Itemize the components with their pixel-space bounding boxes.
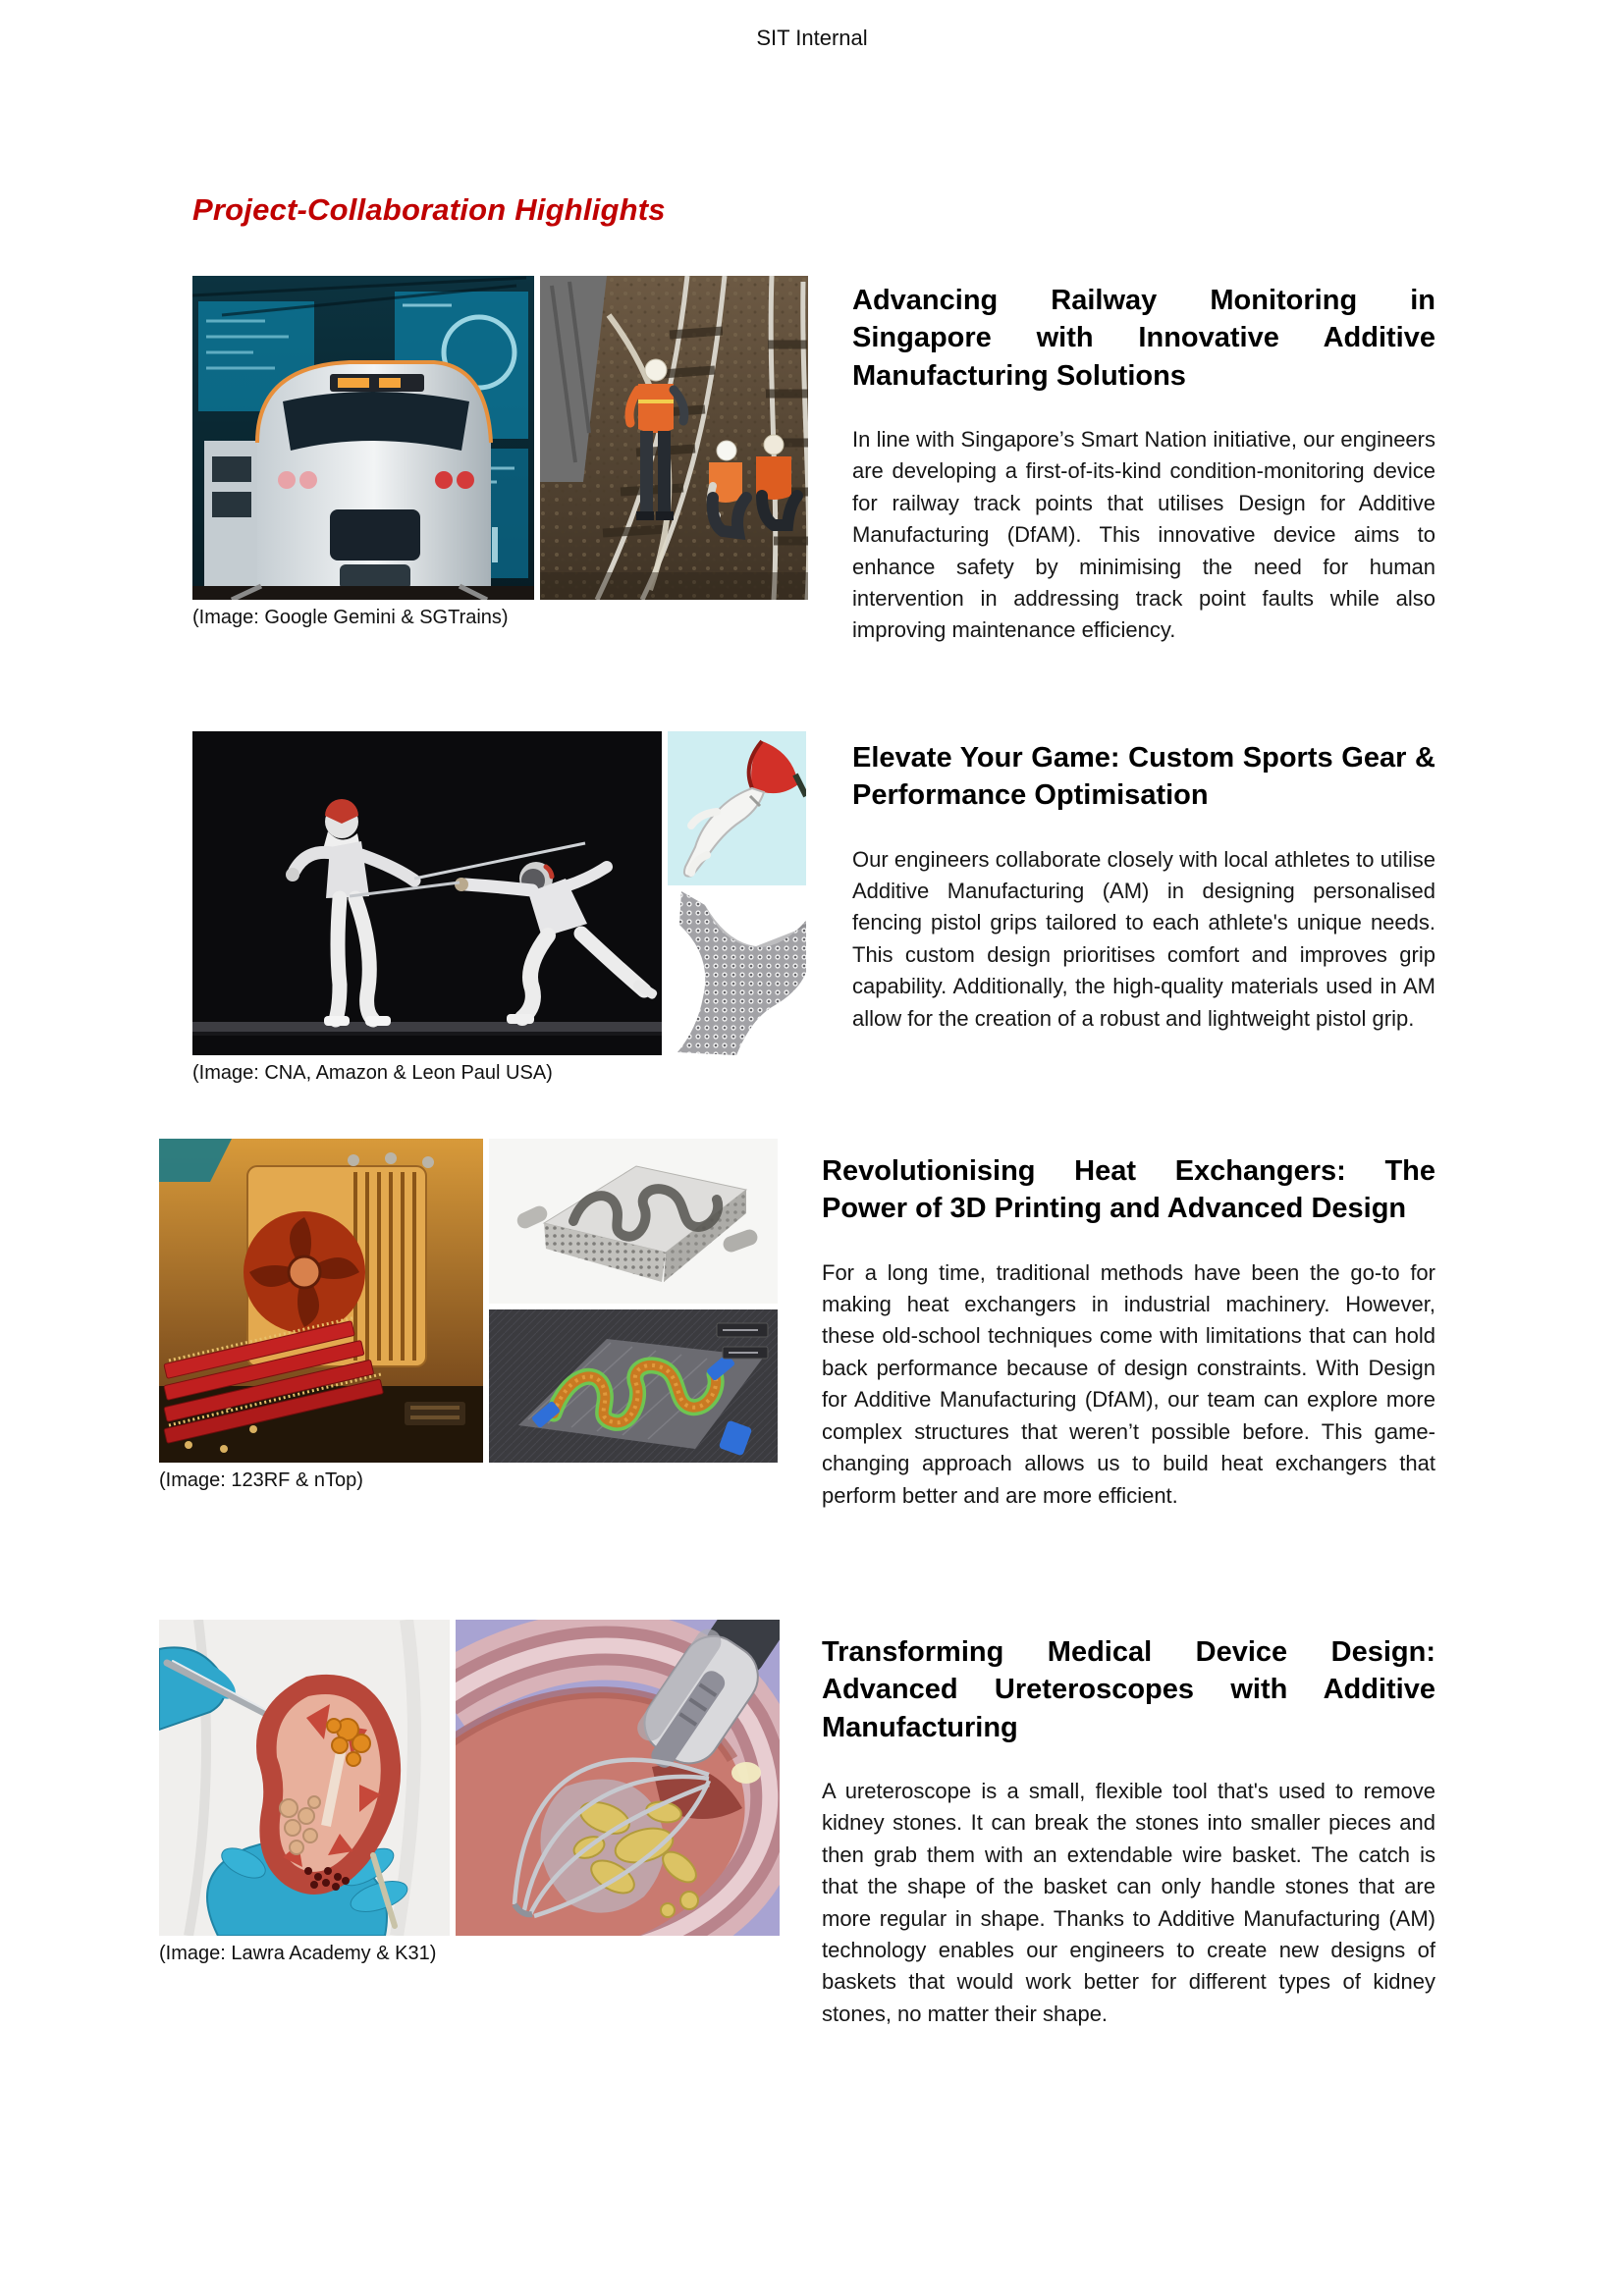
red-pistol-grip-illustration bbox=[668, 731, 806, 885]
image-caption: (Image: CNA, Amazon & Leon Paul USA) bbox=[192, 1062, 553, 1084]
section-medical bbox=[159, 1620, 1435, 2030]
classification-header: SIT Internal bbox=[756, 26, 868, 50]
section-heading: Advancing Railway Monitoring in Singapore with Innovative Additive Manufacturing Solutions bbox=[852, 285, 1435, 392]
fencers-photo-illustration bbox=[192, 731, 662, 1055]
railway-text-column bbox=[852, 276, 1435, 647]
section-railway bbox=[192, 276, 1435, 647]
railway-figure bbox=[192, 276, 808, 629]
medical-text-column bbox=[822, 1620, 1435, 2030]
section-heading: Revolutionising Heat Exchangers: The Power of 3D Printing and Advanced Design bbox=[822, 1155, 1435, 1225]
grip-image-stack bbox=[668, 731, 806, 1055]
track-workers-photo-illustration bbox=[540, 276, 808, 600]
section-body: In line with Singapore’s Smart Nation initiative, our engineers are developing a first-of-its-kind condition-monitoring device for railway track points that utilises Design for Additive Manufacturing (DfAM). This innovative device aims to enhance safety by minimising the need for human intervention in addressing track point faults while also improving maintenance efficiency. bbox=[852, 426, 1435, 643]
section-heat-exchangers bbox=[159, 1139, 1435, 1512]
ureteroscope-illustration bbox=[456, 1620, 780, 1936]
railway-composite-image bbox=[192, 276, 808, 600]
medical-composite-image bbox=[159, 1620, 780, 1936]
heat-exchanger-composite-image bbox=[159, 1139, 780, 1463]
thermal-simulation-illustration bbox=[489, 1309, 778, 1463]
kidney-model-illustration bbox=[159, 1620, 450, 1936]
train-photo-illustration bbox=[192, 276, 534, 600]
section-fencing bbox=[192, 731, 1435, 1085]
section-body: Our engineers collaborate closely with local athletes to utilise Additive Manufacturing (AM) in designing personalised fencing pistol grips tailored to each athlete's unique needs. This custom design prioritises comfort and improves grip capability. Additionally, the high-quality materials used in AM allow for the creation of a robust and lightweight pistol grip. bbox=[852, 846, 1435, 1031]
image-caption: (Image: Google Gemini & SGTrains) bbox=[192, 607, 509, 628]
heatsink-photo-illustration bbox=[159, 1139, 483, 1463]
exchanger-image-stack bbox=[489, 1139, 778, 1463]
fencing-figure bbox=[192, 731, 808, 1085]
page-title: Project-Collaboration Highlights bbox=[192, 192, 666, 227]
section-body: A ureteroscope is a small, flexible tool that's used to remove kidney stones. It can break the stones into smaller pieces and then grab them with an extendable wire basket. The catch is that the shape of the basket can only handle stones that are more regular in shape. Thanks to Additive Manufacturing (AM) technology enables our engineers to create new designs of baskets that would work better for different types of kidney stones, no matter their shape. bbox=[822, 1778, 1435, 2026]
printed-heat-exchanger-illustration bbox=[489, 1139, 778, 1304]
image-caption: (Image: 123RF & nTop) bbox=[159, 1469, 363, 1491]
section-body: For a long time, traditional methods have been the go-to for making heat exchangers in industrial machinery. However, these old-school techniques come with limitations that can hold back performance because of design constraints. With Design for Additive Manufacturing (DfAM), our team can explore more complex structures that weren’t possible before. This game-changing approach allows us to build heat exchangers that perform better and are more efficient. bbox=[822, 1259, 1435, 1508]
section-heading: Elevate Your Game: Custom Sports Gear & Performance Optimisation bbox=[852, 742, 1435, 812]
fencing-text-column bbox=[852, 731, 1435, 1035]
fencing-composite-image bbox=[192, 731, 808, 1055]
heat-exchanger-figure bbox=[159, 1139, 780, 1492]
lattice-grip-illustration bbox=[668, 891, 806, 1055]
medical-figure bbox=[159, 1620, 780, 1965]
section-heading: Transforming Medical Device Design: Advanced Ureteroscopes with Additive Manufacturing bbox=[822, 1636, 1435, 1743]
heat-exchanger-text-column bbox=[822, 1139, 1435, 1512]
image-caption: (Image: Lawra Academy & K31) bbox=[159, 1943, 437, 1964]
